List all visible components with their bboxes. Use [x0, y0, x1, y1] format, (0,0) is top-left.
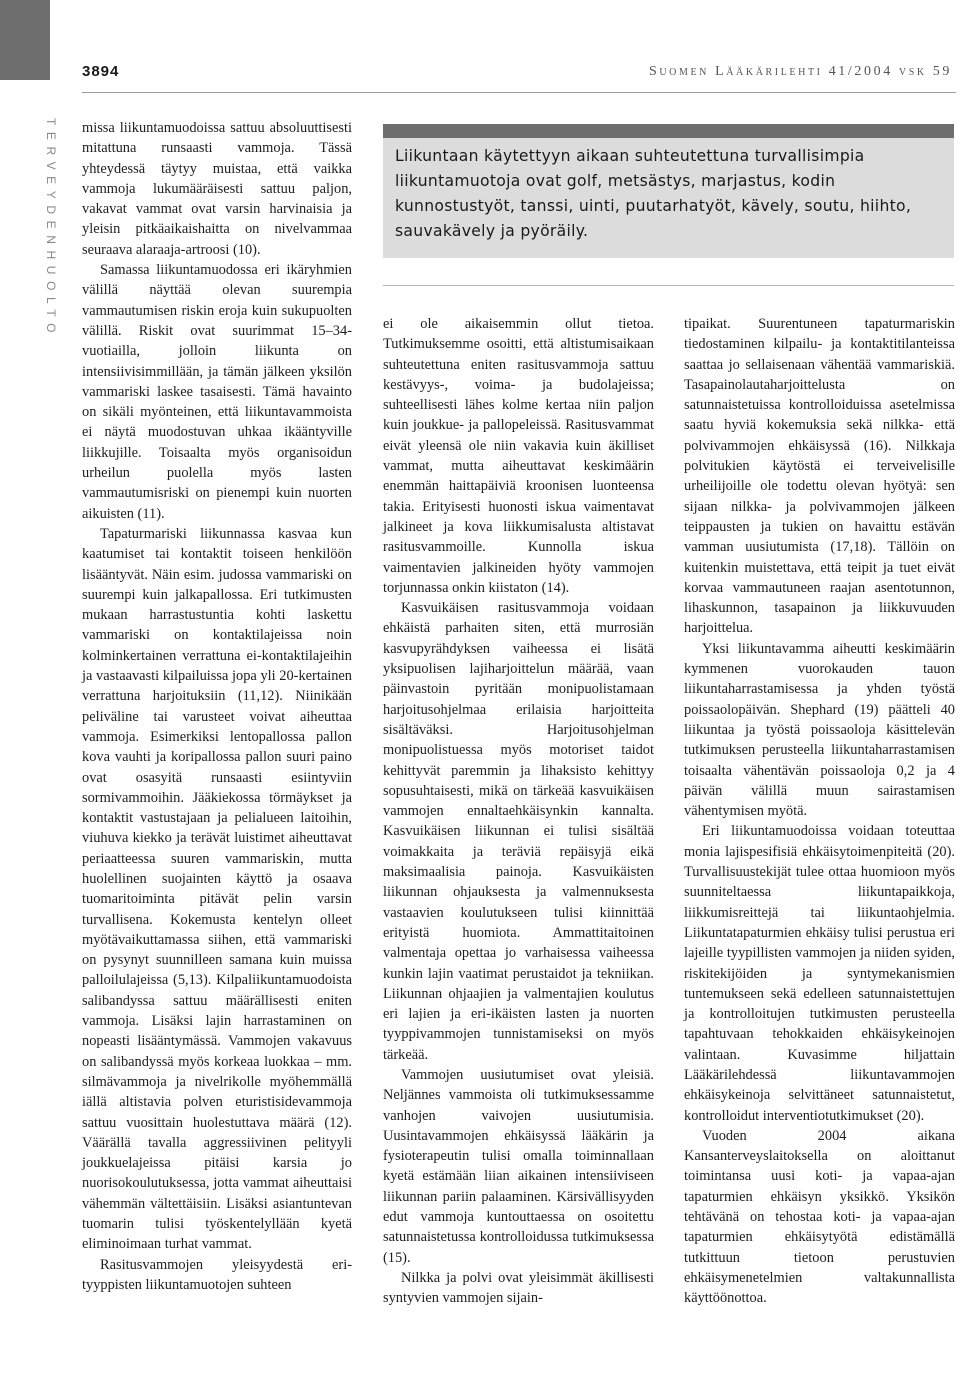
paragraph: ei ole aikaisemmin ollut tietoa. Tutkimuksemme osoitti, että altistumisaikaan suhteutettuna eniten rasitusvammoja sattuu kestävyys-, voima- ja budolajeissa; suhteellisesti lähes kolme kertaa niin paljon kuin joukkue- ja pallopeleissä. Rasitusvammat eivät yleensä ole niin vakavia kuin äkilliset vammat, mutta aiheuttavat keskimäärin enemmän haittapäiviä kroonisen luonteensa takia. Erityisesti huonosti iskua vaimentavat jalkineet ja kova liikkumisalusta altistavat rasitusvammoille. Kunnolla iskua vaimentavien jalkineiden hyöty vammojen torjunnassa onkin kiistaton (14).	[383, 316, 654, 596]
pull-quote-divider	[383, 285, 954, 286]
paragraph: missa liikuntamuodoissa sattuu absoluuttisesti mitattuna runsaasti vammoja. Tässä yhteydessä täytyy muistaa, että vaikka vammoja lukumääräisesti sattuu paljon, vakavat vammat ovat varsin harvinaisia ja yleisin pitkäaikaishaitta on nivelvammaa seuraava alaraaja-artroosi (10).	[82, 120, 352, 258]
paragraph: Vammojen uusiutumiset ovat yleisiä. Neljännes vammoista oli tutkimuksessamme vanhojen vaivojen uusiutumisia. Uusintavammojen ehkäisyssä lääkärin ja fysioterapeutin tulisi omalla toiminnallaan kyetä estämään liian aikainen intensiiviseen liikunnan pariin palaaminen. Kärsivällisyyden edut vammoja kuntouttaessa on osoitettu satunnaistetussa kontrolloidussa tutkimuksessa (15).	[383, 1066, 654, 1266]
paragraph: Eri liikuntamuodoissa voidaan toteuttaa monia lajispesifisiä ehkäisytoimenpiteitä (20). Turvallisuustekijät tulee ottaa huomioon myös suunniteltaessa liikuntapaikkoja, liikkumisreittejä tai liikuntaohjelmia. Liikuntatapaturmien ehkäisy tulisi perustua eri lajeille tyypillisten vammojen ja niiden syiden, riskitekijöiden ja syntymekanismien tuntemukseen sekä edelleen satunnaistettujen ja kontrolloitujen tutkimusten perusteella tapahtuvaan tehokkaiden ehkäisykeinojen valintaan. Kuvasimme hiljattain Lääkärilehdessä liikuntavammojen ehkäisykeinoja selvittäneet satunnaistetut, kontrolloidut interventiotutkimukset (20).	[684, 823, 955, 1124]
text-column-2	[383, 314, 654, 1309]
paragraph: Tapaturmariski liikunnassa kasvaa kun kaatumiset tai kontaktit toiseen henkilöön lisääntyvät. Näin esim. judossa vammariski on suurempi kuin jalkapallossa. Eri tutkimusten mukaan harrastustuntia kohti laskettu vammariski on kontaktilajeissa noin kolminkertainen verrattuna ei-kontaktilajeihin ja vastaavasti kilpailuissa jopa yli 20-kertainen verrattuna harjoituksiin (11,12). Niinikään peliväline tai varusteet voivat aiheuttaa vammoja. Esimerkiksi lentopallossa pallon kova vauhti ja koripallossa pallon suuri paino ovat osasyitä runsaasti esiintyviin sormivammoihin. Jääkiekossa törmäykset ja kontaktit vastustajaan ja pelialueen laitoihin, viuhuva kiekko ja terävät luistimet aiheuttavat periaatteessa suuren vammariskin, mutta huolellinen suojainten käyttö ja osaava tuomaritoiminta pitävät pelin varsin turvallisena. Kokemusta kentelyn olleet myötävaikuttamassa siihen, että vammariski on pysynyt suunnilleen samana kuin muissa palloilulajeissa (5,13). Kilpaliikuntamuodoista salibandyssa sattuu määrällisesti eniten vammoja. Lisäksi lajin harrastaminen on nopeasti lisääntymässä. Vammojen vakavuus on salibandyssä myös korkeaa luokkaa – mm. silmävammoja ja nivelrikolle myöhemmällä iällä altistavia polven eturistisidevammoja sattuu vuosittain huolestuttava määrä (12). Väärällä tavalla aggressiivinen pelityyli joukkuelajeissa pitäisi karsia jo nuorisokoulutuksessa, jotta vammat aiheuttaisi vähemmän vältettäisiin. Lisäksi asiantuntevan tuomarin tulisi työskentelyllään kyetä eliminoimaan turhat vammat.	[82, 525, 352, 1253]
section-label: TERVEYDENHUOLTO	[44, 118, 58, 340]
paragraph: Kasvuikäisen rasitusvammoja voidaan ehkäistä parhaiten siten, että murrosiän kasvupyrähdyksen vaiheessa ei lisätä yksipuolisen lajiharjoittelun määrää, vaan päinvastoin pyritään monipuolistamaan harjoitusohjelmaa erilaisia harjoitteita sisältäväksi. Harjoitusohjelman monipuolistuessa myös motoriset taidot kehittyvät paremmin ja lihaksisto kehittyy sopusuhtaisesti, mikä on tärkeää kasvuikäisen vammojen ennaltaehkäisynkin kannalta. Kasvuikäisen liikunnan ei tulisi sisältää voimakkaita ja teräviä repäisyjä eikä maksimaalisia painoja. Kasvuikäisten liikunnan ohjauksesta ja valmennuksesta vastaavien koulutukseen tulisi kiinnittää erityistä huomiota. Ammattitaitoinen valmentaja opettaa jo varhaisessa vaiheessa kunkin lajin vaatimat perustaidot ja tekniikan. Liikunnan ohjaajien ja valmentajien koulutus eri lajien ja eri-ikäisten lasten ja nuorten tyyppivammojen tunnistamiseksi on myös tärkeää.	[383, 600, 654, 1063]
paragraph: Samassa liikuntamuodossa eri ikäryhmien välillä näyttää olevan suurempia vammautumisen riskin eroja kuin sukupuolten välillä. Riskit ovat suurimmat 15–34-vuotiailla, jolloin liikunta on intensiivisimmillään, ja tämän jälkeen yksilön vammariski laskee tasaisesti. Tämä havainto on sikäli myönteinen, että liikuntavammoista ei näytä muodostuvan uhkaa ikääntyville liikkujille. Toisaalta myös organisoidun urheilun puolella myös lasten vammautumisriski on pienempi kuin nuorten aikuisten (11).	[82, 262, 352, 522]
journal-title: Suomen Lääkärilehti 41/2004 vsk 59	[648, 64, 952, 79]
paragraph: Vuoden 2004 aikana Kansanterveyslaitoksella on aloittanut toimintansa uusi koti- ja vapaa-ajan tapaturmien ehkäisyn yksikkö. Yksikön tehtävänä on tehostaa koti- ja vapaa-ajan tapaturmien ehkäisytyötä edistämällä tutkittuun tietoon perustuvien ehkäisymenetelmien valtakunnallista käyttöönottoa.	[684, 1127, 955, 1307]
page-number: 3894	[82, 63, 120, 80]
pull-quote: Liikuntaan käytettyyn aikaan suhteutettuna turvallisimpia liikuntamuotoja ovat golf, metsästys, marjastus, kodin kunnostustyöt, tanssi, uinti, puutarhatyöt, kävely, soutu, hiihto, sauvakävely ja pyöräily.	[383, 124, 954, 258]
text-column-1	[82, 118, 352, 1295]
header-divider	[82, 92, 956, 93]
paragraph: tipaikat. Suurentuneen tapaturmariskin tiedostaminen kilpailu- ja kontaktitilanteissa saattaa jo sellaisenaan vähentää vammariskiä. Tasapainolautaharjoittelusta on satunnaistetuissa kontrolloiduissa asetelmissa saatu hyviä kokemuksia sekä nilkka- että polvivammojen ehkäisyssä (16). Nilkkaja polvitukien käytöstä ei terveivelisille urheilijoille ole todettu olevan hyötyä: sen sijaan nilkka- ja polvivammojen jälkeen teippausten ja tukien on havaittu estävän vamman uusiutumista (17,18). Tällöin on kuitenkin muistettava, että teipit ja tuet eivät korvaa vammautuneen raajan asentotunnon, lihaskunnon, tasapainon ja liikkuvuuden harjoittelua.	[684, 316, 955, 637]
paragraph: Rasitusvammojen yleisyydestä eri-tyyppisten liikuntamuotojen suhteen	[82, 1256, 352, 1293]
corner-decoration-block	[0, 0, 50, 80]
paragraph: Nilkka ja polvi ovat yleisimmät äkillisesti syntyvien vammojen sijain-	[383, 1269, 654, 1307]
paragraph: Yksi liikuntavamma aiheutti keskimäärin kymmenen vuorokauden tauon liikuntaharrastamisessa ja yhden työstä poissaolopäivän. Shephard (19) päätteli 40 liikuntaa ja työstä poissaoloja käsittelevän tutkimuksen perusteella liikuntaharrastamisen toisaalta vähentävän poissaoloja 0,2 ja 4 päivän välillä muun sairastamisen vähentymisen myötä.	[684, 640, 955, 820]
text-column-3	[684, 314, 955, 1309]
